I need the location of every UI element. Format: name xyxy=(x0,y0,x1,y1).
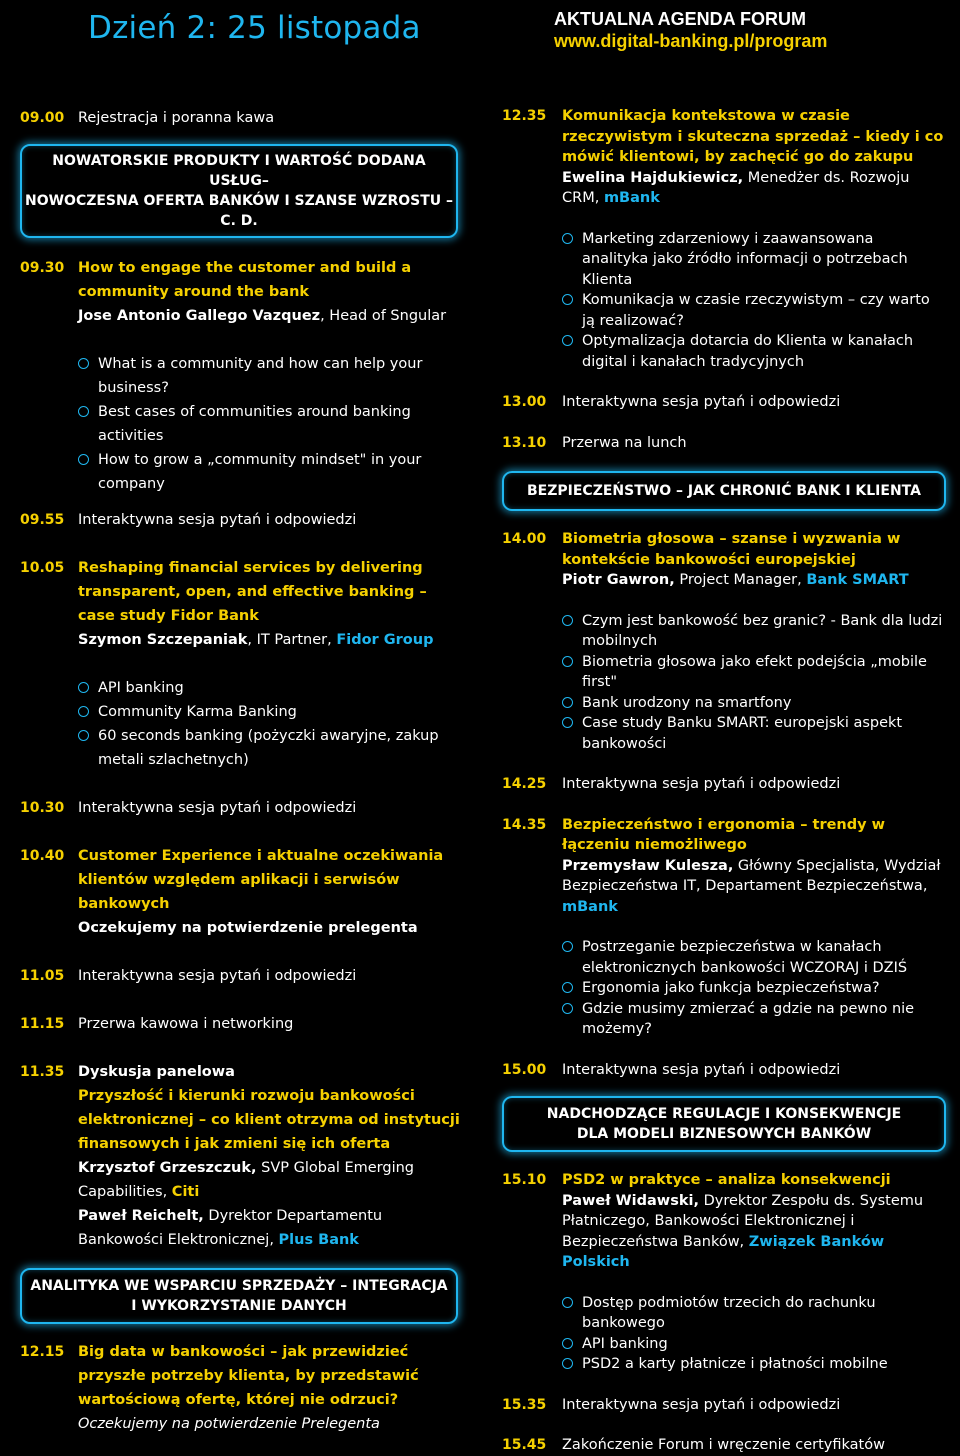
section-box-line1: ANALITYKA WE WSPARCIU SPRZEDAŻY – INTEGRACJA xyxy=(30,1278,448,1294)
session-text: Interaktywna sesja pytań i odpowiedzi xyxy=(78,968,357,984)
session-title: Biometria głosowa – szanse i wyzwania w kontekście bankowości europejskiej xyxy=(562,531,901,568)
list-item: Czym jest bankowość bez granic? - Bank dla ludzi mobilnych xyxy=(562,611,944,652)
speaker-company: mBank xyxy=(603,190,660,206)
speaker-name: Jose Antonio Gallego Vazquez xyxy=(78,308,321,324)
session-title: Przyszłość i kierunki rozwoju bankowości elektronicznej – co klient otrzyma od instytucji finansowych i jak zmieni się ich oferta xyxy=(78,1088,460,1152)
session-note: Oczekujemy na potwierdzenie Prelegenta xyxy=(78,1416,380,1432)
list-item: Optymalizacja dotarcia do Klienta w kanałach digital i kanałach tradycyjnych xyxy=(562,331,944,372)
session-time: 12.15 xyxy=(20,1344,65,1360)
session-1535 xyxy=(502,1395,944,1416)
session-1435 xyxy=(502,815,944,1040)
list-item: Case study Banku SMART: europejski aspekt bankowości xyxy=(562,713,944,754)
session-text: Interaktywna sesja pytań i odpowiedzi xyxy=(562,1061,841,1078)
session-1235 xyxy=(502,106,944,372)
list-item: API banking xyxy=(78,676,460,700)
speaker-role: Dyrektor Departamentu Bankowości Elektronicznej, xyxy=(78,1208,383,1248)
speaker-role: Główny Specjalista, Wydział Bezpieczeństwa IT, Departament Bezpieczeństwa, xyxy=(562,857,941,894)
session-0955 xyxy=(20,508,460,532)
session-title: Big data w bankowości – jak przewidzieć przyszłe potrzeby klienta, by przedstawić wartościową ofertę, której nie odrzuci? xyxy=(78,1344,419,1408)
speaker-name: Krzysztof Grzeszczuk, xyxy=(78,1160,257,1176)
speaker-company: Bank SMART xyxy=(806,572,909,588)
list-item: How to grow a „community mindset" in your company xyxy=(78,448,460,496)
session-1510 xyxy=(502,1170,944,1375)
agenda-url[interactable]: www.digital-banking.pl/program xyxy=(554,31,828,51)
bullet-list xyxy=(562,229,944,373)
speaker-name: Szymon Szczepaniak xyxy=(78,632,248,648)
session-1040 xyxy=(20,844,460,940)
session-text: Interaktywna sesja pytań i odpowiedzi xyxy=(562,1396,841,1413)
session-time: 11.05 xyxy=(20,968,65,984)
section-box-line1: NOWATORSKIE PRODUKTY I WARTOŚĆ DODANA USŁUG– xyxy=(52,153,426,189)
right-column xyxy=(502,106,944,1456)
session-title: Bezpieczeństwo i ergonomia – trendy w łączeniu niemożliwego xyxy=(562,816,886,853)
session-time: 10.40 xyxy=(20,848,65,864)
bullet-list xyxy=(562,611,944,755)
list-item: Community Karma Banking xyxy=(78,700,460,724)
list-item: Marketing zdarzeniowy i zaawansowana analityka jako źródło informacji o potrzebach Klienta xyxy=(562,229,944,291)
speaker-name: Paweł Widawski, xyxy=(562,1192,699,1209)
session-title: Customer Experience i aktualne oczekiwania klientów względem aplikacji i serwisów bankowych xyxy=(78,848,444,912)
session-time: 09.55 xyxy=(20,512,65,528)
speaker-role: , IT Partner, xyxy=(247,632,337,648)
section-box-analytics xyxy=(20,1268,458,1324)
list-item: What is a community and how can help your business? xyxy=(78,352,460,400)
speaker-name: Przemysław Kulesza, xyxy=(562,857,734,874)
list-item: Best cases of communities around banking activities xyxy=(78,400,460,448)
session-1500 xyxy=(502,1060,944,1081)
section-box-security xyxy=(502,471,946,511)
section-box-line2: NOWOCZESNA OFERTA BANKÓW I SZANSE WZROSTU – C. D. xyxy=(24,193,453,229)
session-label: Dyskusja panelowa xyxy=(78,1064,235,1080)
speaker-role: , Head of Sngular xyxy=(320,308,447,324)
speaker-company: Plus Bank xyxy=(278,1232,359,1248)
session-1425 xyxy=(502,774,944,795)
session-time: 15.10 xyxy=(502,1172,547,1188)
bullet-list xyxy=(562,937,944,1040)
session-time: 14.00 xyxy=(502,531,547,547)
speaker-role: SVP Global Emerging Capabilities, xyxy=(78,1160,415,1200)
list-item: Komunikacja w czasie rzeczywistym – czy warto ją realizować? xyxy=(562,290,944,331)
session-time: 15.35 xyxy=(502,1396,547,1413)
session-time: 11.15 xyxy=(20,1016,65,1032)
session-time: 14.25 xyxy=(502,776,547,792)
session-1545 xyxy=(502,1435,944,1456)
speaker-name: Piotr Gawron, xyxy=(562,572,675,588)
session-time: 14.35 xyxy=(502,816,547,833)
session-0900 xyxy=(20,106,460,130)
bullet-list xyxy=(562,1293,944,1375)
speaker-role: Dyrektor Zespołu ds. Systemu Płatniczego, Bankowości Elektronicznej i Bezpieczeństwa Banków, xyxy=(562,1192,924,1250)
speaker-role: Menedżer ds. Rozwoju CRM, xyxy=(562,169,910,206)
speaker-company: Związek Banków Polskich xyxy=(562,1233,885,1270)
session-time: 13.00 xyxy=(502,394,547,410)
speaker-role: Project Manager, xyxy=(674,572,807,588)
session-time: 10.30 xyxy=(20,800,65,816)
session-1135 xyxy=(20,1060,460,1252)
section-box-line2: I WYKORZYSTANIE DANYCH xyxy=(131,1298,347,1314)
session-1105 xyxy=(20,964,460,988)
page-title: Dzień 2: 25 listopada xyxy=(88,10,421,46)
list-item: Ergonomia jako funkcja bezpieczeństwa? xyxy=(562,978,944,999)
session-text: Zakończenie Forum i wręczenie certyfikatów xyxy=(562,1437,885,1453)
agenda-label: AKTUALNA AGENDA FORUM xyxy=(554,9,806,29)
session-text: Interaktywna sesja pytań i odpowiedzi xyxy=(562,394,841,410)
session-time: 15.00 xyxy=(502,1061,547,1078)
session-note: Oczekujemy na potwierdzenie prelegenta xyxy=(78,920,418,936)
session-time: 12.35 xyxy=(502,108,547,124)
bullet-list xyxy=(78,352,460,496)
left-column xyxy=(20,106,460,1436)
speaker-company: mBank xyxy=(562,898,618,915)
session-time: 11.35 xyxy=(20,1064,65,1080)
session-text: Interaktywna sesja pytań i odpowiedzi xyxy=(562,776,841,792)
session-1400 xyxy=(502,529,944,754)
list-item: API banking xyxy=(562,1334,944,1355)
session-title: PSD2 w praktyce – analiza konsekwencji xyxy=(562,1172,891,1188)
session-0930 xyxy=(20,256,460,496)
section-box-line1: BEZPIECZEŃSTWO – JAK CHRONIĆ BANK I KLIENTA xyxy=(527,483,921,499)
section-box-regulations xyxy=(502,1096,946,1152)
speaker-name: Ewelina Hajdukiewicz, xyxy=(562,169,744,186)
session-time: 15.45 xyxy=(502,1437,547,1453)
session-1115 xyxy=(20,1012,460,1036)
list-item: 60 seconds banking (pożyczki awaryjne, zakup metali szlachetnych) xyxy=(78,724,460,772)
session-time: 09.00 xyxy=(20,110,65,126)
session-1030 xyxy=(20,796,460,820)
session-text: Interaktywna sesja pytań i odpowiedzi xyxy=(78,800,357,816)
speaker-company: Citi xyxy=(171,1184,200,1200)
speaker-name: Paweł Reichelt, xyxy=(78,1208,204,1224)
session-text: Przerwa na lunch xyxy=(562,434,687,451)
session-time: 13.10 xyxy=(502,434,547,451)
session-text: Rejestracja i poranna kawa xyxy=(78,110,275,126)
speaker-company: Fidor Group xyxy=(336,632,434,648)
session-time: 09.30 xyxy=(20,260,65,276)
list-item: Biometria głosowa jako efekt podejścia „mobile first" xyxy=(562,652,944,693)
list-item: Postrzeganie bezpieczeństwa w kanałach elektronicznych bankowości WCZORAJ i DZIŚ xyxy=(562,937,944,978)
session-1300 xyxy=(502,392,944,413)
section-box-line2: DLA MODELI BIZNESOWYCH BANKÓW xyxy=(576,1126,872,1142)
session-1310 xyxy=(502,433,944,454)
agenda-header xyxy=(554,8,854,52)
section-box-line1: NADCHODZĄCE REGULACJE I KONSEKWENCJE xyxy=(546,1106,902,1122)
list-item: Dostęp podmiotów trzecich do rachunku bankowego xyxy=(562,1293,944,1334)
session-text: Interaktywna sesja pytań i odpowiedzi xyxy=(78,512,357,528)
session-1215 xyxy=(20,1340,460,1436)
list-item: Bank urodzony na smartfony xyxy=(562,693,944,714)
list-item: Gdzie musimy zmierzać a gdzie na pewno nie możemy? xyxy=(562,999,944,1040)
session-title: Reshaping financial services by delivering transparent, open, and effective banking – case study Fidor Bank xyxy=(78,560,427,624)
session-text: Przerwa kawowa i networking xyxy=(78,1016,294,1032)
session-title: How to engage the customer and build a community around the bank xyxy=(78,260,412,300)
session-time: 10.05 xyxy=(20,560,65,576)
session-title: Komunikacja kontekstowa w czasie rzeczywistym i skuteczna sprzedaż – kiedy i co mówić klientowi, by zachęcić go do zakupu xyxy=(562,108,944,165)
bullet-list xyxy=(78,676,460,772)
list-item: PSD2 a karty płatnicze i płatności mobilne xyxy=(562,1354,944,1375)
session-1005 xyxy=(20,556,460,772)
section-box-innovative-products xyxy=(20,144,458,238)
